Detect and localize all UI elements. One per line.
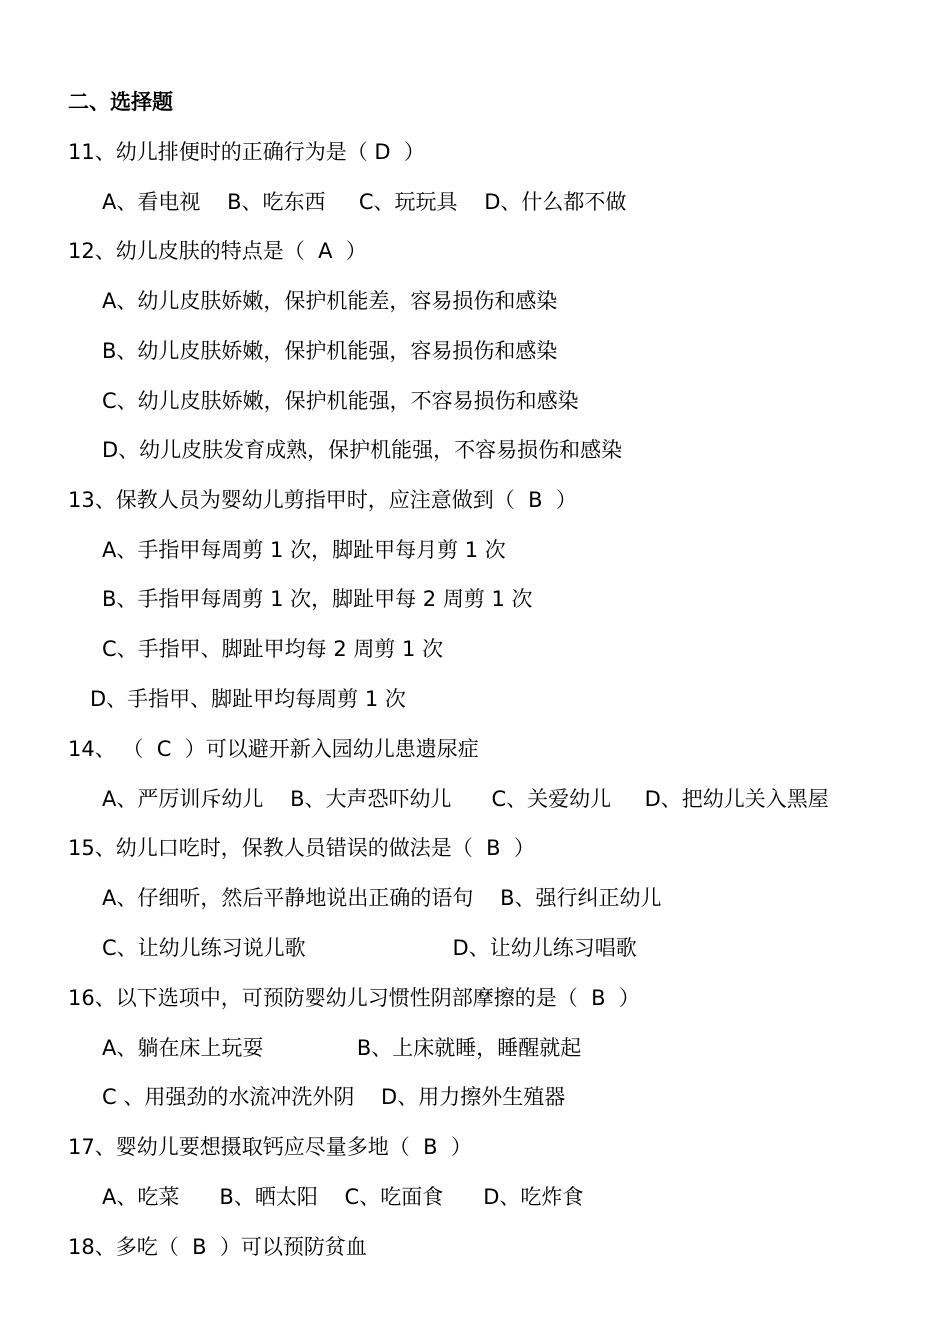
option-line: C 、用强劲的水流冲洗外阴 D、用力擦外生殖器 xyxy=(102,1085,566,1109)
question-14: 14、 （ C ）可以避开新入园幼儿患遗尿症 xyxy=(68,737,479,761)
option-line: C、手指甲、脚趾甲均每 2 周剪 1 次 xyxy=(102,637,444,661)
question-13: 13、保教人员为婴幼儿剪指甲时，应注意做到（ B ） xyxy=(68,488,577,512)
option-line: A、吃菜 B、晒太阳 C、吃面食 D、吃炸食 xyxy=(102,1185,584,1209)
option-line: A、手指甲每周剪 1 次，脚趾甲每月剪 1 次 xyxy=(102,538,506,562)
question-18: 18、多吃（ B ）可以预防贫血 xyxy=(68,1235,367,1259)
option-line: B、幼儿皮肤娇嫩，保护机能强，容易损伤和感染 xyxy=(102,339,558,363)
option-line: C、幼儿皮肤娇嫩，保护机能强，不容易损伤和感染 xyxy=(102,389,579,413)
option-line: A、幼儿皮肤娇嫩，保护机能差，容易损伤和感染 xyxy=(102,289,558,313)
option-line: A、仔细听，然后平静地说出正确的语句 B、强行纠正幼儿 xyxy=(102,886,662,910)
option-line: D、幼儿皮肤发育成熟，保护机能强，不容易损伤和感染 xyxy=(102,438,623,462)
option-line: A、躺在床上玩耍 B、上床就睡，睡醒就起 xyxy=(102,1036,582,1060)
question-15: 15、幼儿口吃时，保教人员错误的做法是（ B ） xyxy=(68,836,535,860)
option-line: C、让幼儿练习说儿歌 D、让幼儿练习唱歌 xyxy=(102,936,637,960)
option-line: A、严厉训斥幼儿 B、大声恐吓幼儿 C、关爱幼儿 D、把幼儿关入黑屋 xyxy=(102,787,829,811)
question-16: 16、以下选项中，可预防婴幼儿习惯性阴部摩擦的是（ B ） xyxy=(68,986,640,1010)
question-12: 12、幼儿皮肤的特点是（ A ） xyxy=(68,239,367,263)
option-line: D、手指甲、脚趾甲均每周剪 1 次 xyxy=(90,687,406,711)
question-17: 17、婴幼儿要想摄取钙应尽量多地（ B ） xyxy=(68,1135,472,1159)
option-line: B、手指甲每周剪 1 次，脚趾甲每 2 周剪 1 次 xyxy=(102,587,533,611)
question-11: 11、幼儿排便时的正确行为是（ D ） xyxy=(68,140,425,164)
option-line: A、看电视 B、吃东西 C、玩玩具 D、什么都不做 xyxy=(102,190,627,214)
section-title: 二、选择题 xyxy=(68,90,173,114)
